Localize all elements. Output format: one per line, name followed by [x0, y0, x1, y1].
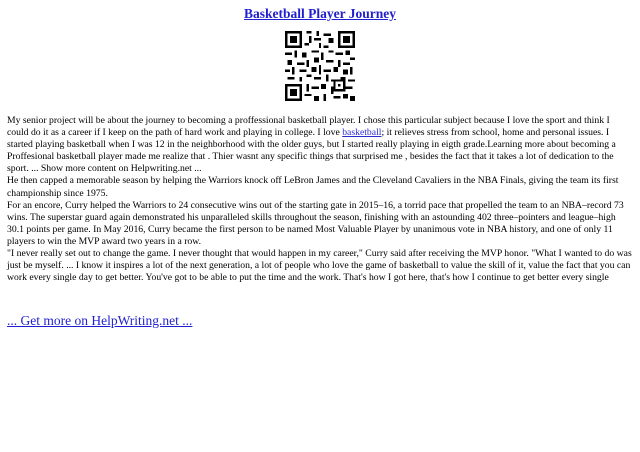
paragraph-2: He then capped a memorable season by helping the Warriors knock off LeBron James and the Cleveland Cavaliers in the NBA Finals, giving the team its first championship since 1975. — [7, 175, 619, 199]
paragraph-3: For an encore, Curry helped the Warriors to 24 consecutive wins out of the starting gate in 2015–16, a torrid pace that propelled the team to an NBA–record 73 wins. The superstar guard again demonstrated his unparalleled skills throughout the season, finishing with an astounding 402 three–pointers and league–high 30.1 points per game. In May 2016, Curry became the first person to be named Most Valuable Player by unanimous vote in NBA history, and one of only 11 players to win the MVP award two years in a row. — [7, 199, 624, 247]
basketball-link[interactable]: basketball — [342, 127, 382, 139]
get-more-link[interactable]: ... Get more on HelpWriting.net ... — [7, 313, 193, 328]
qr-code — [285, 31, 355, 101]
paragraph-1-text: My senior project will be about the journey to becoming a proffessional basketball player. I chose this particular subject because I love the sport and think I could do it as a career if I keep on the path of hard work and playing in college. I love — [7, 115, 610, 139]
paragraph-1-text-continued: ; it relieves stress from school, home and personal issues. I started playing basketball when I was 12 in the neighborhood with the older guys, but I started really playing in eigth grade.Learning more about becoming a Proffesional basketball player made me realize that . Thier wasnt any specific things that surprised me , besides the fact that it takes a lot of dedication to the sport. ... Show more content on Helpwriting.net ... — [7, 127, 616, 175]
essay-body — [7, 115, 633, 284]
paragraph-4: "I never really set out to change the game. I never thought that would happen in my career," Curry said after receiving the MVP honor. "What I wanted to do was just be myself. ... I know it inspires a lot of the next generation, a lot of people who love the game of basketball to value the skill of it, value the fact that you can work every single day to get better. You've got to be able to put the time and the work. That's how I got here, that's how I continue to get better every single — [7, 248, 632, 284]
page-title[interactable]: Basketball Player Journey — [243, 6, 396, 21]
paragraph-1 — [7, 115, 633, 175]
